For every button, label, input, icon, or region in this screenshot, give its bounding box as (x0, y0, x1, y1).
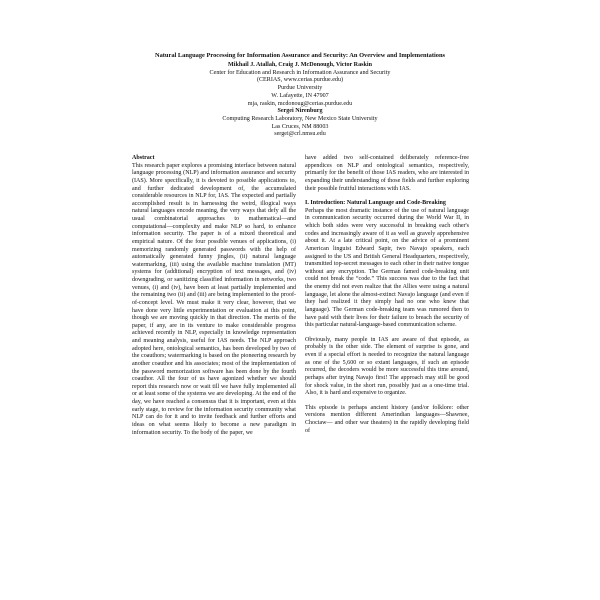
affiliation-line: W. Lafayette, IN 47907 (271, 92, 329, 99)
abstract-text: This research paper explores a promising interface between natural language processing (NLP) and information assurance and security (IAS). More specifically, it is devoted to possible applications to, and further dedicated development of, the accumulated considerable resources in NLP for, IAS. The expected and partially accomplished result is in harnessing the weird, illogical ways natural languages encode meaning, the very ways that defy all the usual combinatorial approaches to mathematical—and computational—complexity and make NLP so hard, to enhance information security. The paper is of a mixed theoretical and empirical nature. Of the four possible venues of applications, (i) memorizing randomly generated passwords with the help of automatically generated funny jingles, (ii) natural language watermarking, (iii) using the available machine translation (MT) systems for (additional) encryption of text messages, and (iv) downgrading, or sanitizing classified information in networks, two venues, (i) and (iv), have been at least partially implemented and the remaining two (ii) and (iii) are being implemented to the proof-of-concept level. We must make it very clear, however, that we have done very little experimentation or evaluation at this point, though we are moving quickly in that direction. The merits of the paper, if any, are in its venture to make considerable progress achieved recently in NLP, especially in knowledge representation and meaning analysis, useful for IAS needs. The NLP approach adopted here, ontological semantics, has been developed by two of the coauthors; watermarking is based on the pioneering research by another coauthor and his associates; most of the implementation of the password memorization software has been done by the fourth coauthor. All the four of us have agonized whether we should report this research now or wait till we have fully implemented all or at least some of the systems we are developing. At the end of the day, we have reached a consensus that it is important, even at this early stage, to review for the information security community what NLP can do for it and to invite feedback and further efforts and ideas on what seems likely to become a new paradigm in information security. To the body of the paper, we (132, 162, 296, 436)
abstract-continuation: have added two self-contained deliberately reference-free appendices on NLP and ontological semantics, respectively, primarily for the benefit of those IAS readers, who are interested in expanding their understanding of those fields and further exploring their possible fruitful interactions with IAS. (305, 155, 469, 192)
body-paragraph: This episode is perhaps ancient history (and/or folklore: other versions mention different Amerindian languages—Shawnee, Choctaw— and other war theaters) in the rapidly developing field of (305, 404, 469, 434)
affiliation-line: Purdue University (277, 85, 323, 92)
affiliation-line: Center for Education and Research in Information Assurance and Security (209, 69, 391, 76)
abstract-heading: Abstract (132, 155, 155, 161)
paper-title: Natural Language Processing for Information Assurance and Security: An Overview and Implementations (154, 52, 445, 59)
affiliation-line: Computing Research Laboratory, New Mexico State University (222, 115, 378, 122)
affiliation-line: Las Cruces, NM 88003 (271, 123, 329, 130)
author-block (100, 62, 500, 139)
affiliation-line: (CERIAS, www.cerias.purdue.edu) (256, 77, 344, 84)
section-heading: I. Introduction: Natural Language and Code-Breaking (305, 200, 446, 207)
body-paragraph: Obviously, many people in IAS are aware of that episode, as probably is the other side. The element of surprise is gone, and even if a special effort is needed to recognize the natural language as one of the 5,600 or so extant languages, if such an episode recurred, the decoders would be more successful this time around, perhaps after trying Navajo first! The approach may still be good for shock value, in the short run, possibly just as a one-time trial. Also, it is hard and expensive to organize. (305, 336, 469, 397)
body-paragraph: Perhaps the most dramatic instance of the use of natural language in communication security occurred during the World War II, in which both sides were very successful in breaking each other's codes and increasingly aware of it as well as gravely apprehensive about it. At a late critical point, on the advice of a prominent American linguist Edward Sapir, two Navajo speakers, each assigned to the US and British General Headquarters, respectively, transmitted top-secret messages to each other in their native tongue without any encryption. The German famed code-breaking unit could not break the “code.” This success was due to the fact that the enemy did not even realize that the Allies were using a natural language, let alone the almost-extinct Navajo language (and even if they had realized it they simply had no one who knew that language). The German code-breaking team was rumored then to have paid with their lives for their failure to breach the security of this particular natural-language-based communication scheme. (305, 207, 469, 329)
authors-line: Mikhail J. Atallah, Craig J. McDonough, Victor Raskin (228, 62, 372, 68)
right-column (305, 155, 469, 435)
email-line: sergei@crl.nmsu.edu (274, 131, 326, 138)
left-column (132, 155, 296, 437)
second-author: Sergei Nirenburg (277, 108, 323, 115)
email-line: mja, raskin, mcdonoug@cerias.purdue.edu (247, 100, 353, 107)
